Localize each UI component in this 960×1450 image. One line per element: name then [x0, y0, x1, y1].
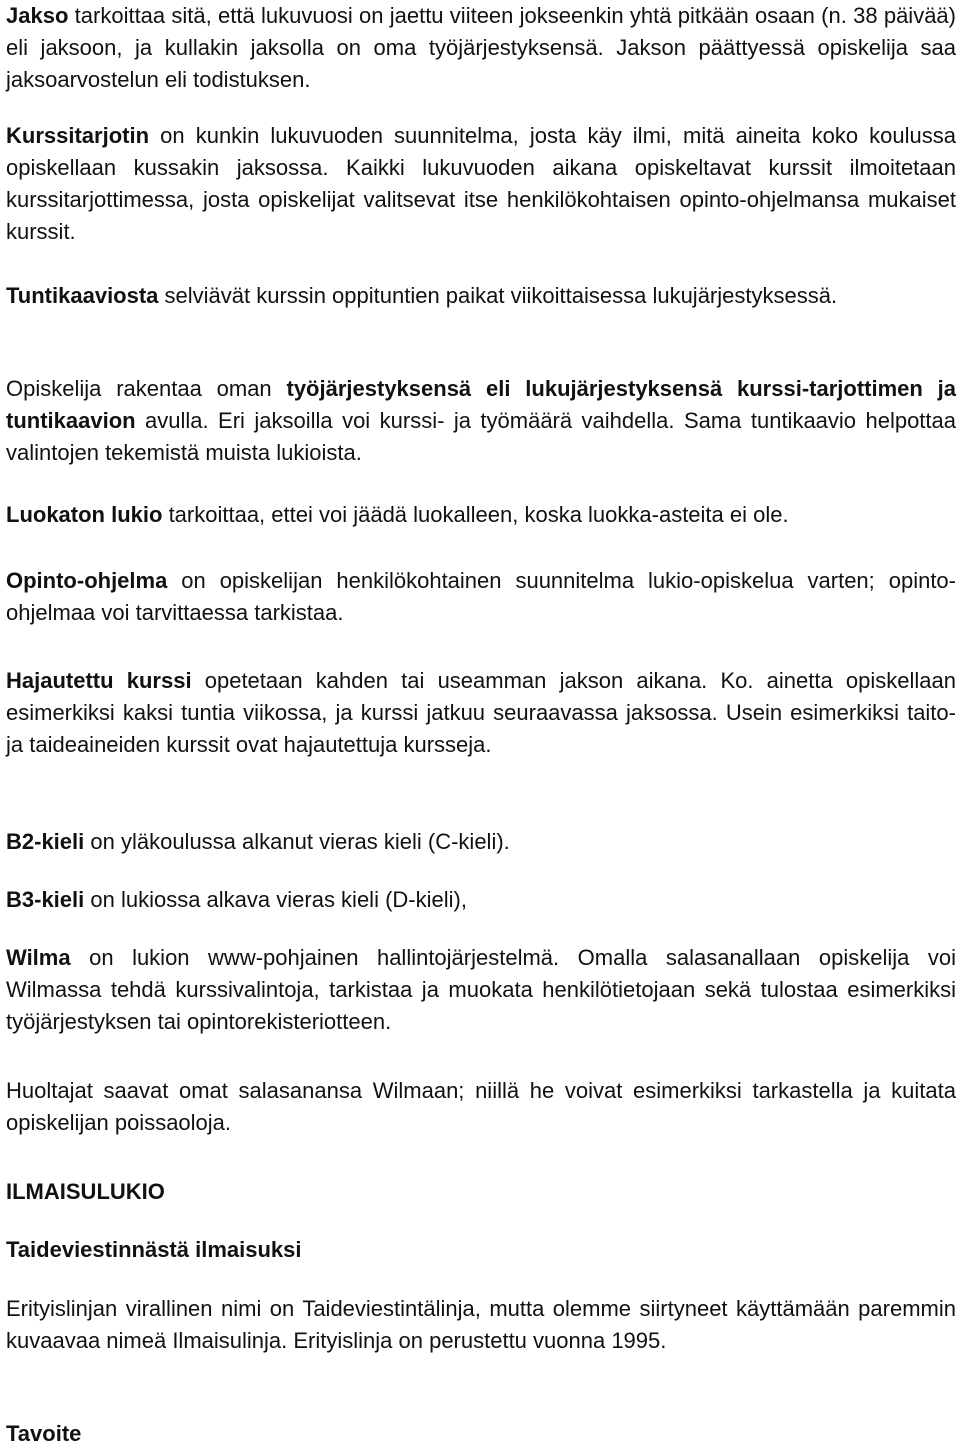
text-b3-kieli: on lukiossa alkava vieras kieli (D-kieli),: [84, 887, 467, 912]
term-luokaton-lukio: Luokaton lukio: [6, 502, 163, 527]
text-tuntikaaviosta: selviävät kurssin oppituntien paikat viikoittaisessa lukujärjestyksessä.: [158, 283, 838, 308]
text-tyojarjestys: avulla. Eri jaksoilla voi kurssi- ja työmäärä vaihdella. Sama tuntikaavio helpottaa valintojen tekemistä muista lukioista.: [6, 408, 956, 465]
term-hajautettu-kurssi: Hajautettu kurssi: [6, 668, 192, 693]
paragraph-tuntikaaviosta: [6, 280, 956, 312]
text-opinto-ohjelma: on opiskelijan henkilökohtainen suunnitelma lukio-opiskelua varten; opinto-ohjelmaa voi tarvittaessa tarkistaa.: [6, 568, 956, 625]
paragraph-tyojarjestys: [6, 373, 956, 469]
paragraph-opinto-ohjelma: [6, 565, 956, 629]
heading-taideviestinta: Taideviestinnästä ilmaisuksi: [6, 1237, 302, 1262]
term-tuntikaaviosta: Tuntikaaviosta: [6, 283, 159, 308]
paragraph-b3-kieli: [6, 884, 956, 916]
paragraph-erityislinja: [6, 1293, 956, 1357]
term-opinto-ohjelma: Opinto-ohjelma: [6, 568, 168, 593]
paragraph-huoltajat: [6, 1075, 956, 1139]
text-jakso: tarkoittaa sitä, että lukuvuosi on jaettu viiteen jokseenkin yhtä pitkään osaan (n. 38 päivää) eli jaksoon, ja kullakin jaksolla on oma työjärjestyksensä. Jakson päättyessä opiskelija saa jaksoarvostelun eli todistuksen.: [6, 3, 956, 92]
text-luokaton-lukio: tarkoittaa, ettei voi jäädä luokalleen, koska luokka-asteita ei ole.: [162, 502, 789, 527]
paragraph-wilma: [6, 942, 956, 1038]
paragraph-kurssitarjotin: [6, 120, 956, 248]
text-kurssitarjotin: on kunkin lukuvuoden suunnitelma, josta käy ilmi, mitä aineita koko koulussa opiskellaan kussakin jaksossa. Kaikki lukuvuoden aikana opiskeltavat kurssit ilmoitetaan kurssitarjottimessa, josta opiskelijat valitsevat itse henkilökohtaisen opinto-ohjelmansa mukaiset kurssit.: [6, 123, 956, 244]
paragraph-hajautettu-kurssi: [6, 665, 956, 761]
heading-tavoite: Tavoite: [6, 1421, 82, 1446]
term-jakso: Jakso: [6, 3, 69, 28]
text-wilma: on lukion www-pohjainen hallintojärjestelmä. Omalla salasanallaan opiskelija voi Wilmassa tehdä kurssivalintoja, tarkistaa ja muokata henkilötietojaan sekä tulostaa esimerkiksi työjärjestyksen tai opintorekisteriotteen.: [6, 945, 956, 1034]
term-kurssitarjotin: Kurssitarjotin: [6, 123, 150, 148]
text-hajautettu-kurssi: opetetaan kahden tai useamman jakson aikana. Ko. ainetta opiskellaan esimerkiksi kaksi tuntia viikossa, ja kurssi jatkuu seuraavassa jaksossa. Usein esimerkiksi taito- ja taideaineiden kurssit ovat hajautettuja kursseja.: [6, 668, 956, 757]
term-b2-kieli: B2-kieli: [6, 829, 85, 854]
term-tyojarjestys: työjärjestyksensä eli lukujärjestyksensä kurssi-tarjottimen ja tuntikaavion: [6, 376, 956, 433]
heading-ilmaisulukio: ILMAISULUKIO: [6, 1179, 165, 1204]
term-b3-kieli: B3-kieli: [6, 887, 85, 912]
paragraph-luokaton-lukio: [6, 499, 956, 531]
text-huoltajat: Huoltajat saavat omat salasanansa Wilmaan; niillä he voivat esimerkiksi tarkastella ja kuitata opiskelijan poissaoloja.: [6, 1078, 956, 1135]
text-erityislinja: Erityislinjan virallinen nimi on Taideviestintälinja, mutta olemme siirtyneet käyttämään paremmin kuvaavaa nimeä Ilmaisulinja. Erityislinja on perustettu vuonna 1995.: [6, 1296, 956, 1353]
text-b2-kieli: on yläkoulussa alkanut vieras kieli (C-kieli).: [84, 829, 510, 854]
paragraph-b2-kieli: [6, 826, 956, 858]
paragraph-jakso: [6, 0, 956, 96]
text-tyojarjestys-pre: Opiskelija rakentaa oman: [6, 376, 287, 401]
term-wilma: Wilma: [6, 945, 71, 970]
